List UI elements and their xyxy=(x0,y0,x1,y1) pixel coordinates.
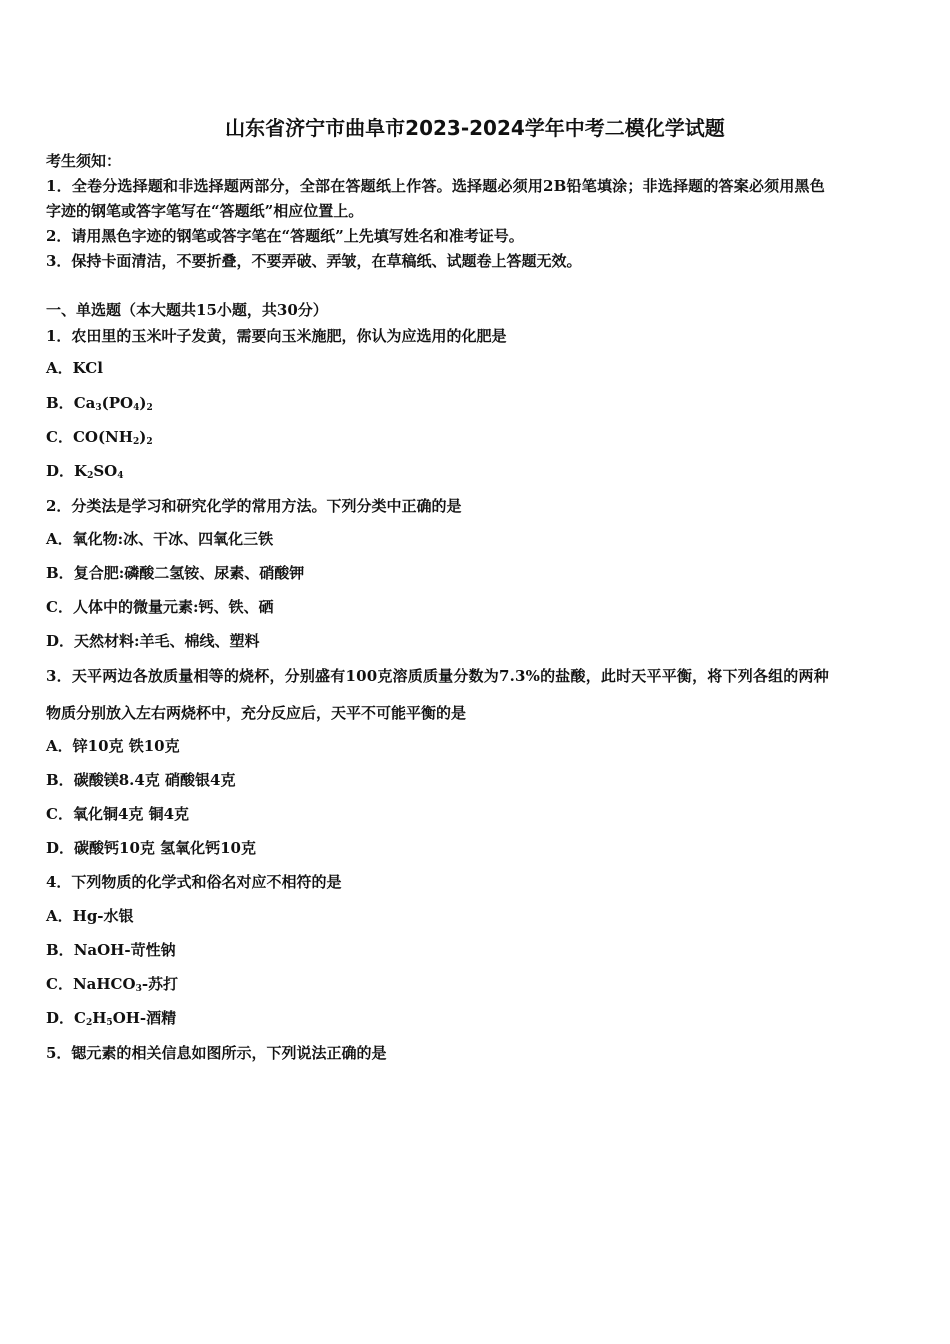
notice-item: 字迹的钢笔或答字笔写在“答题纸”相应位置上。 xyxy=(46,202,364,220)
option-a: A．锌10克 铁10克 xyxy=(46,737,180,755)
question-stem: 2．分类法是学习和研究化学的常用方法。下列分类中正确的是 xyxy=(46,497,462,515)
question-stem-continued: 物质分别放入左右两烧杯中，充分反应后，天平不可能平衡的是 xyxy=(46,704,467,722)
option-b: B．碳酸镁8.4克 硝酸银4克 xyxy=(46,771,236,789)
question-stem: 4．下列物质的化学式和俗名对应不相符的是 xyxy=(46,873,342,891)
option-a: A．氧化物:冰、干冰、四氧化三铁 xyxy=(46,530,274,548)
option-d: D．天然材料:羊毛、棉线、塑料 xyxy=(46,632,260,650)
option-d: D．$K_2SO_4$ xyxy=(46,462,124,481)
option-b: B．$Ca_3(PO_4)_2$ xyxy=(46,394,153,413)
option-c: C．NaHCO$_3$-苏打 xyxy=(46,975,179,994)
notice-item: 3．保持卡面清洁，不要折叠，不要弄破、弄皱，在草稿纸、试题卷上答题无效。 xyxy=(46,252,582,270)
question-stem: 5．锶元素的相关信息如图所示，下列说法正确的是 xyxy=(46,1044,387,1062)
page-title: 山东省济宁市曲阜市2023-2024学年中考二模化学试题 xyxy=(225,116,725,140)
option-d: D．$C_2H_5OH-$酒精 xyxy=(46,1009,177,1028)
option-c: C．$CO(NH_2)_2$ xyxy=(46,428,153,447)
question-stem: 3．天平两边各放质量相等的烧杯，分别盛有100克溶质质量分数为7.3%的盐酸，此时天平平衡，将下列各组的两种 xyxy=(46,667,829,685)
question-stem: 1．农田里的玉米叶子发黄，需要向玉米施肥，你认为应选用的化肥是 xyxy=(46,327,507,345)
option-c: C．氧化铜4克 铜4克 xyxy=(46,805,190,823)
notice-item: 2．请用黑色字迹的钢笔或答字笔在“答题纸”上先填写姓名和准考证号。 xyxy=(46,227,524,245)
section-heading: 一、单选题（本大题共15小题，共30分） xyxy=(46,301,328,319)
option-a: A．Hg-水银 xyxy=(46,907,134,925)
option-c: C．人体中的微量元素:钙、铁、硒 xyxy=(46,598,274,616)
option-b: B．复合肥:磷酸二氢铵、尿素、硝酸钾 xyxy=(46,564,305,582)
option-b: B．NaOH-苛性钠 xyxy=(46,941,176,959)
option-a: A．KCl xyxy=(46,359,103,377)
notice-heading: 考生须知： xyxy=(46,152,122,170)
notice-item: 1．全卷分选择题和非选择题两部分，全部在答题纸上作答。选择题必须用2B铅笔填涂；非选择题的答案必须用黑色 xyxy=(46,177,825,195)
option-d: D．碳酸钙10克 氢氧化钙10克 xyxy=(46,839,256,857)
